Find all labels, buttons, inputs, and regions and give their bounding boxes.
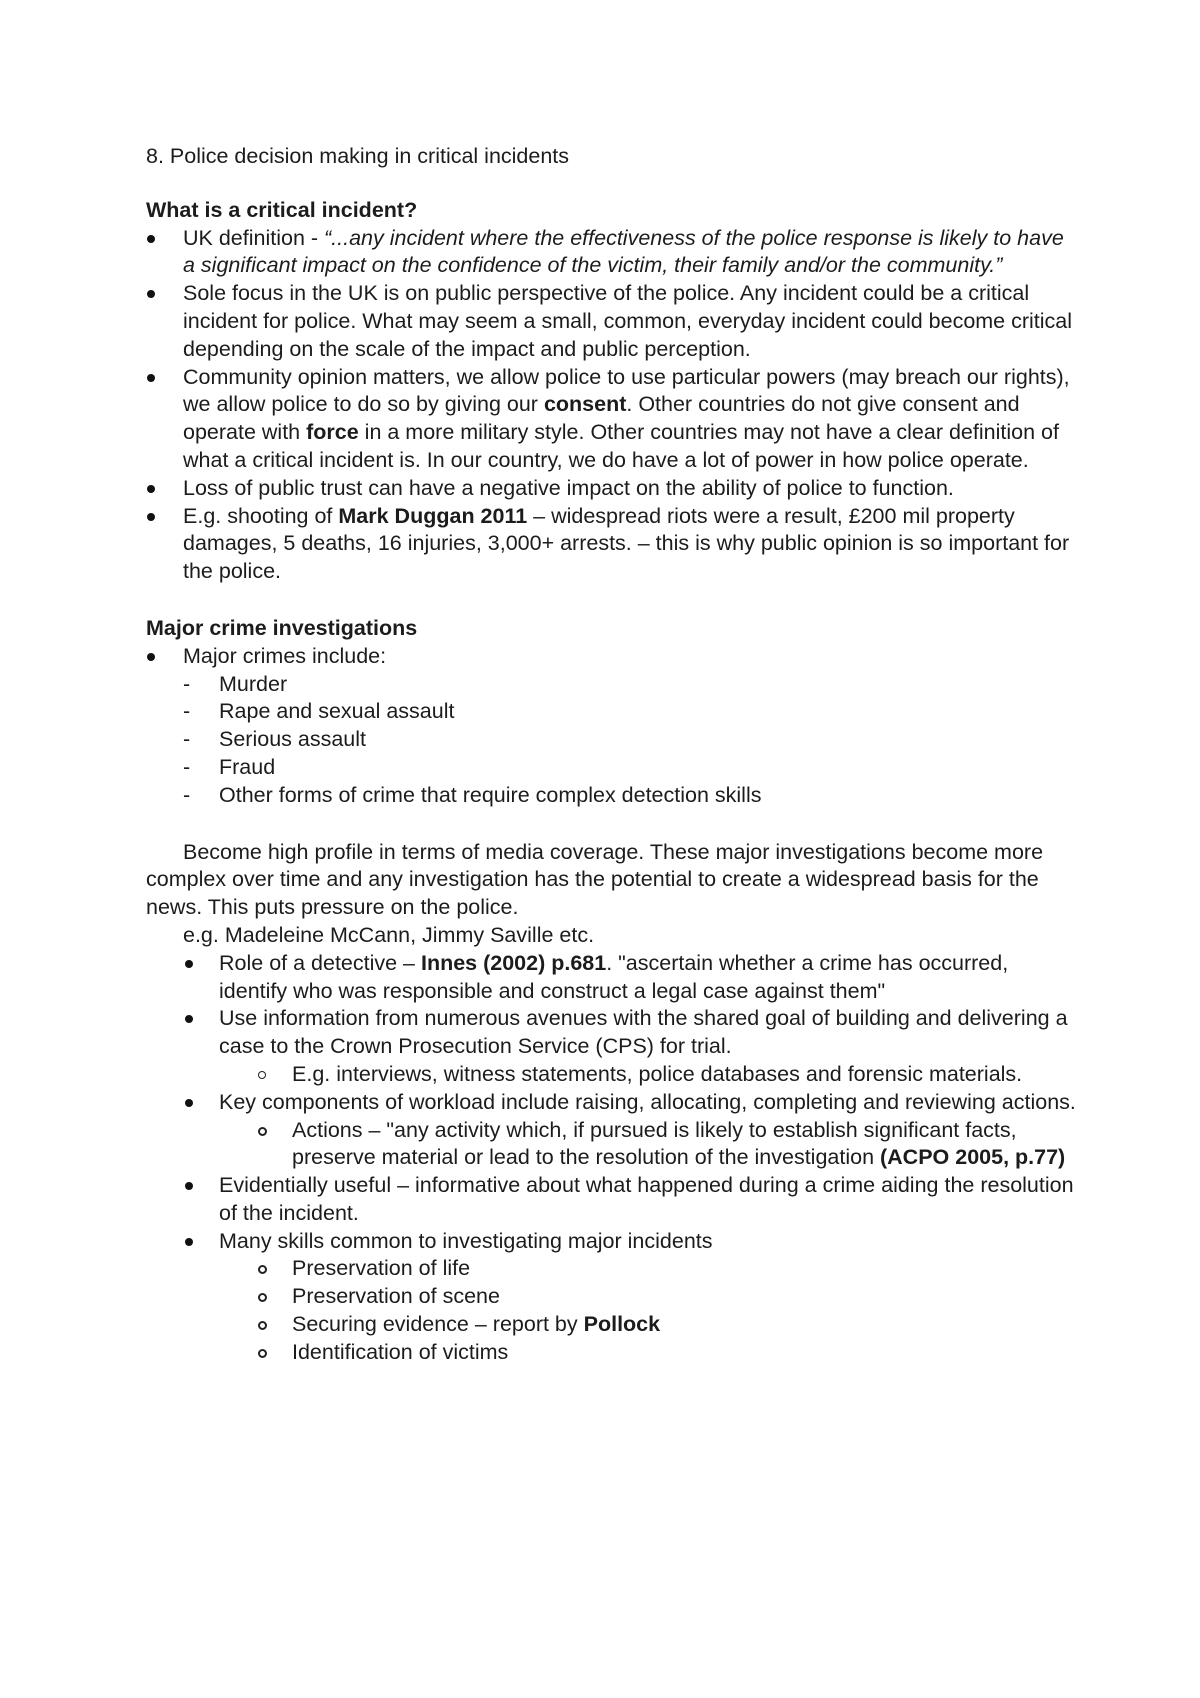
list-item: Use information from numerous avenues with the shared goal of building and delivering a case to the Crown Prosecution Service (CPS) for trial. — [146, 1005, 1080, 1061]
list-item — [146, 364, 1080, 475]
skill-item: Preservation of life — [146, 1255, 1080, 1283]
pollock-term: Pollock — [583, 1312, 661, 1337]
consent-term: consent — [543, 392, 627, 417]
media-coverage-paragraph: Become high profile in terms of media coverage. These major investigations become more complex over time and any investigation has the potential to create a widespread basis for the news. This puts pressure on the police. — [146, 839, 1044, 920]
text-run: Securing evidence – report by — [292, 1312, 584, 1337]
list-item: Loss of public trust can have a negative impact on the ability of police to function. — [146, 475, 1080, 503]
uk-definition-lead: UK definition - — [183, 225, 325, 250]
actions-sublist — [146, 1117, 1080, 1173]
skill-item: Identification of victims — [146, 1339, 1080, 1367]
crime-type-item: - Murder — [146, 671, 1080, 699]
list-item — [146, 225, 1080, 281]
skill-item: Preservation of scene — [146, 1283, 1080, 1311]
examples-line: e.g. Madeleine McCann, Jimmy Saville etc. — [183, 922, 595, 947]
text-run: E.g. shooting of — [183, 503, 339, 528]
list-item — [146, 950, 1080, 1006]
innes-citation: Innes (2002) p.681 — [420, 950, 607, 975]
info-sublist — [146, 1061, 1080, 1089]
section-heading-major-crime: Major crime investigations — [146, 615, 418, 640]
skills-sublist — [146, 1255, 1080, 1366]
document-title: 8. Police decision making in critical incidents — [146, 144, 570, 168]
text-run: – widespread riots were a result, £200 mil property damages, 5 deaths, 16 injuries, 3,000+ arrests. – this is why public opinion is so important for the police. — [183, 503, 1070, 584]
investigation-list — [146, 950, 1080, 1061]
list-item: Sole focus in the UK is on public perspective of the police. Any incident could be a critical incident for police. What may seem a small, common, everyday incident could become critical depending on the scale of the impact and public perception. — [146, 280, 1080, 363]
critical-incident-list — [146, 225, 1080, 586]
text-run: . Other countries do not give consent and operate with — [183, 392, 1020, 445]
text-run: Actions – "any activity which, if pursued is likely to establish significant facts, preserve material or lead to the resolution of the investigation — [292, 1117, 1017, 1170]
text-run: . "ascertain whether a crime has occurred, identify who was responsible and construct a legal case against them" — [219, 950, 1009, 1003]
workload-list — [146, 1089, 1080, 1117]
sub-list-item: E.g. interviews, witness statements, police databases and forensic materials. — [146, 1061, 1080, 1089]
list-item: Many skills common to investigating major incidents — [146, 1228, 1080, 1256]
skills-list — [146, 1172, 1080, 1255]
crime-types-list — [146, 671, 1080, 810]
list-item — [146, 503, 1080, 586]
major-crimes-intro-list — [146, 643, 1080, 671]
spacer — [146, 810, 1080, 839]
force-term: force — [306, 420, 359, 445]
spacer — [146, 586, 1080, 615]
text-run: Community opinion matters, we allow police to use particular powers (may breach our rights), we allow police to do so by giving our — [183, 364, 1070, 417]
mark-duggan-term: Mark Duggan 2011 — [338, 503, 528, 528]
sub-list-item — [146, 1117, 1080, 1173]
uk-definition-quote: “...any incident where the effectiveness of the police response is likely to have a significant impact on the confidence of the victim, their family and/or the community.” — [183, 225, 1064, 278]
list-item: Evidentially useful – informative about what happened during a crime aiding the resolution of the incident. — [146, 1172, 1080, 1228]
crime-type-item: - Rape and sexual assault — [146, 698, 1080, 726]
text-run: in a more military style. Other countries may not have a clear definition of what a critical incident is. In our country, we do have a lot of power in how police operate. — [183, 420, 1059, 472]
crime-type-item: - Fraud — [146, 754, 1080, 782]
list-item: Key components of workload include raising, allocating, completing and reviewing actions. — [146, 1089, 1080, 1117]
text-run: Role of a detective – — [219, 950, 421, 975]
crime-type-item: - Other forms of crime that require complex detection skills — [146, 782, 1080, 810]
crime-type-item: - Serious assault — [146, 726, 1080, 754]
list-item: Major crimes include: — [146, 643, 1080, 671]
section-heading-critical-incident: What is a critical incident? — [146, 197, 418, 222]
skill-item — [146, 1311, 1080, 1339]
acpo-citation: (ACPO 2005, p.77) — [880, 1145, 1066, 1170]
